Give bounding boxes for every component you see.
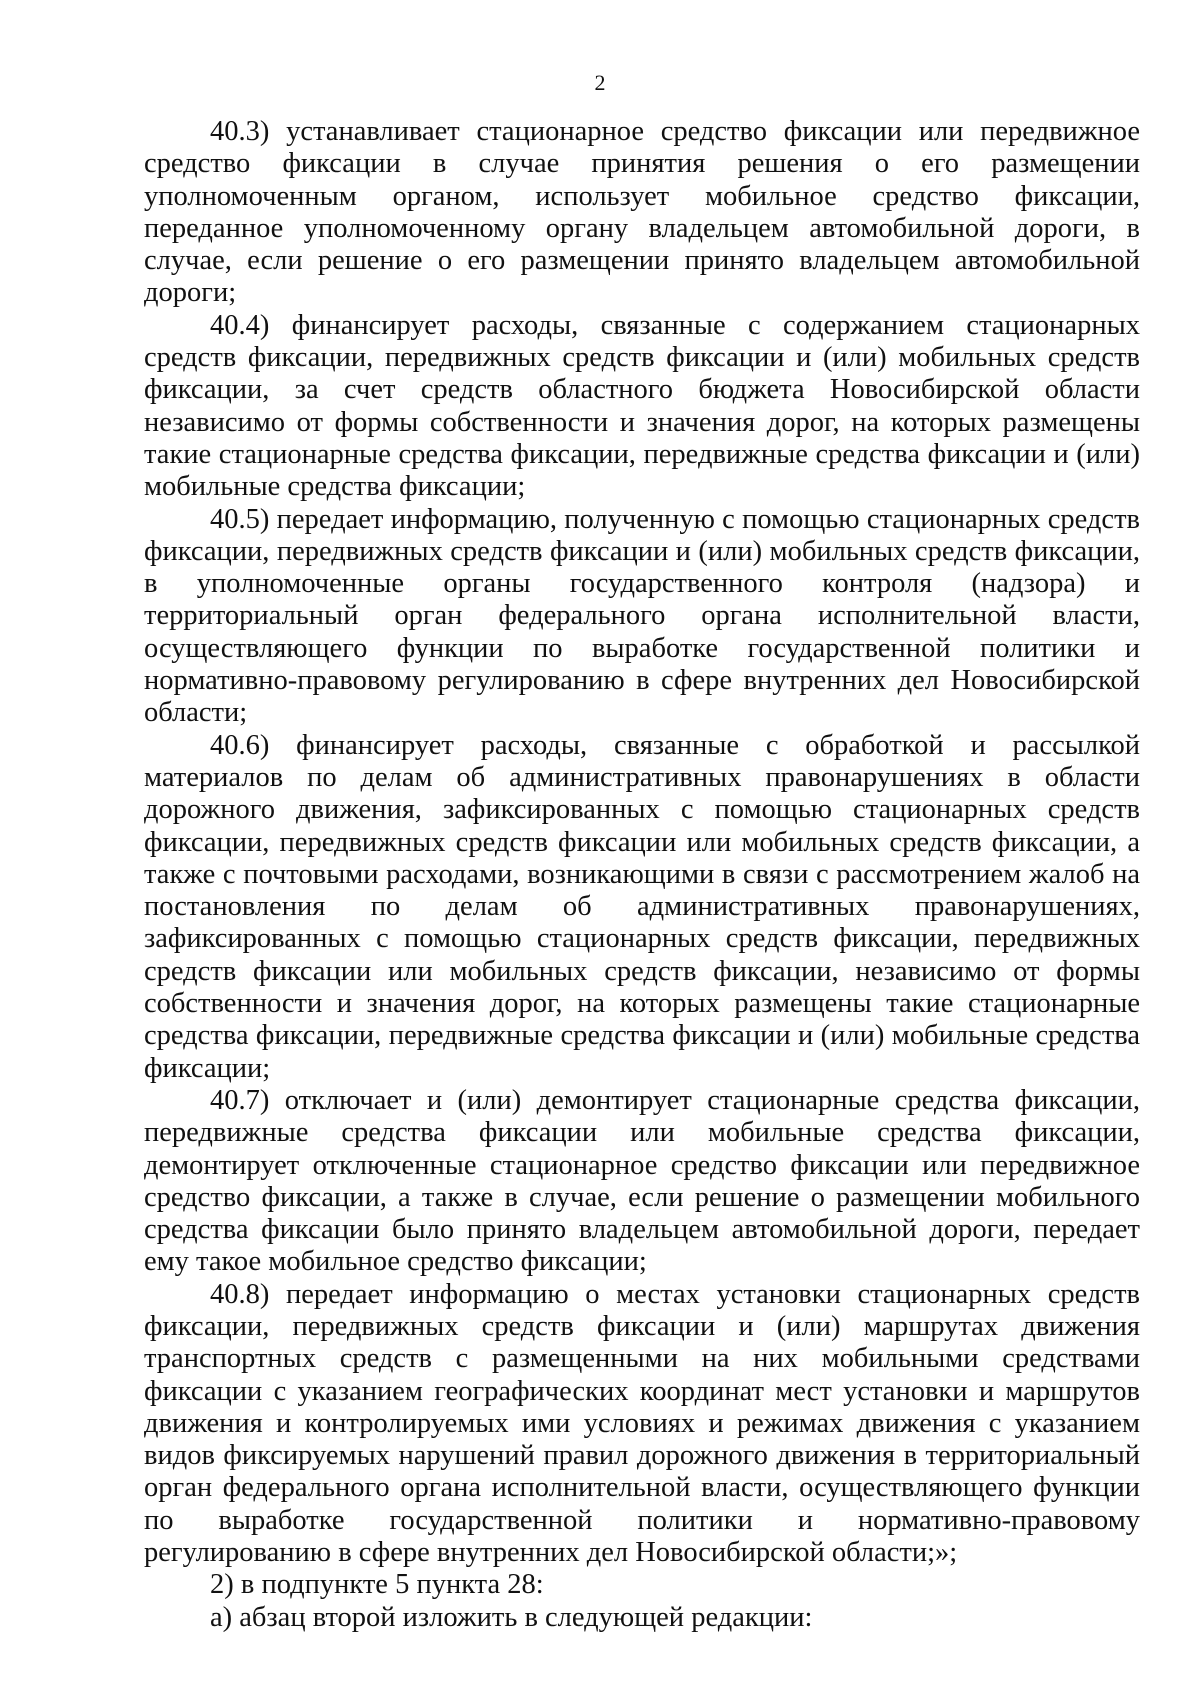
item-number: 40.7) [210,1084,270,1116]
paragraph-40-7 [144,1085,1140,1279]
paragraph-text: устанавливает стационарное средство фиксации или передвижное средство фиксации в случае принятия решения о его размещении уполномоченным органом, использует мобильное средство фиксации, переданное уполномоченному органу владельцем автомобильной дороги, в случае, если решение о его размещении принято владельцем автомобильной дороги; [144,116,1140,309]
paragraph-text: финансирует расходы, связанные с содержанием стационарных средств фиксации, передвижных средств фиксации и (или) мобильных средств фиксации, за счет средств областного бюджета Новосибирской области независимо от формы собственности и значения дорог, на которых размещены такие стационарные средства фиксации, передвижные средства фиксации и (или) мобильные средства фиксации; [144,309,1140,503]
paragraph-text: отключает и (или) демонтирует стационарные средства фиксации, передвижные средства фиксации или мобильные средства фиксации, демонтирует отключенные стационарное средство фиксации или передвижное средство фиксации, а также в случае, если решение о размещении мобильного средства фиксации было принято владельцем автомобильной дороги, передает ему такое мобильное средство фиксации; [144,1084,1140,1278]
paragraph-40-5 [144,504,1140,730]
document-body [144,116,1140,1634]
paragraph-text: передает информацию, полученную с помощью стационарных средств фиксации, передвижных средств фиксации и (или) мобильных средств фиксации, в уполномоченные органы государственного контроля (надзора) и территориальный орган федерального органа исполнительной власти, осуществляющего функции по выработке государственной политики и нормативно-правовому регулированию в сфере внутренних дел Новосибирской области; [144,503,1140,729]
page-number: 2 [594,70,606,95]
paragraph-40-8 [144,1279,1140,1570]
paragraph-subitem-a [144,1602,1140,1634]
item-number: 40.6) [210,729,270,761]
item-number: 40.3) [210,116,270,147]
paragraph-text: финансирует расходы, связанные с обработкой и рассылкой материалов по делам об административных правонарушениях в области дорожного движения, зафиксированных с помощью стационарных средств фиксации, передвижных средств фиксации или мобильных средств фиксации, а также с почтовыми расходами, возникающими в связи с рассмотрением жалоб на постановления по делам об административных правонарушениях, зафиксированных с помощью стационарных средств фиксации, передвижных средств фиксации или мобильных средств фиксации, независимо от формы собственности и значения дорог, на которых размещены такие стационарные средства фиксации, передвижные средства фиксации и (или) мобильные средства фиксации; [144,729,1140,1084]
paragraph-40-3 [144,116,1140,310]
item-number: 40.5) [210,503,270,535]
paragraph-40-4 [144,310,1140,504]
paragraph-subitem-2 [144,1569,1140,1601]
paragraph-text: а) абзац второй изложить в следующей редакции: [210,1601,813,1633]
paragraph-text: 2) в подпункте 5 пункта 28: [210,1569,544,1601]
item-number: 40.4) [210,309,270,341]
item-number: 40.8) [210,1278,270,1310]
paragraph-text: передает информацию о местах установки стационарных средств фиксации, передвижных средств фиксации и (или) маршрутах движения транспортных средств с размещенными на них мобильными средствами фиксации с указанием географических координат мест установки и маршрутов движения и контролируемых ими условиях и режимах движения с указанием видов фиксируемых нарушений правил дорожного движения в территориальный орган федерального органа исполнительной власти, осуществляющего функции по выработке государственной политики и нормативно-правовому регулированию в сфере внутренних дел Новосибирской области;»; [144,1278,1140,1569]
paragraph-40-6 [144,730,1140,1085]
